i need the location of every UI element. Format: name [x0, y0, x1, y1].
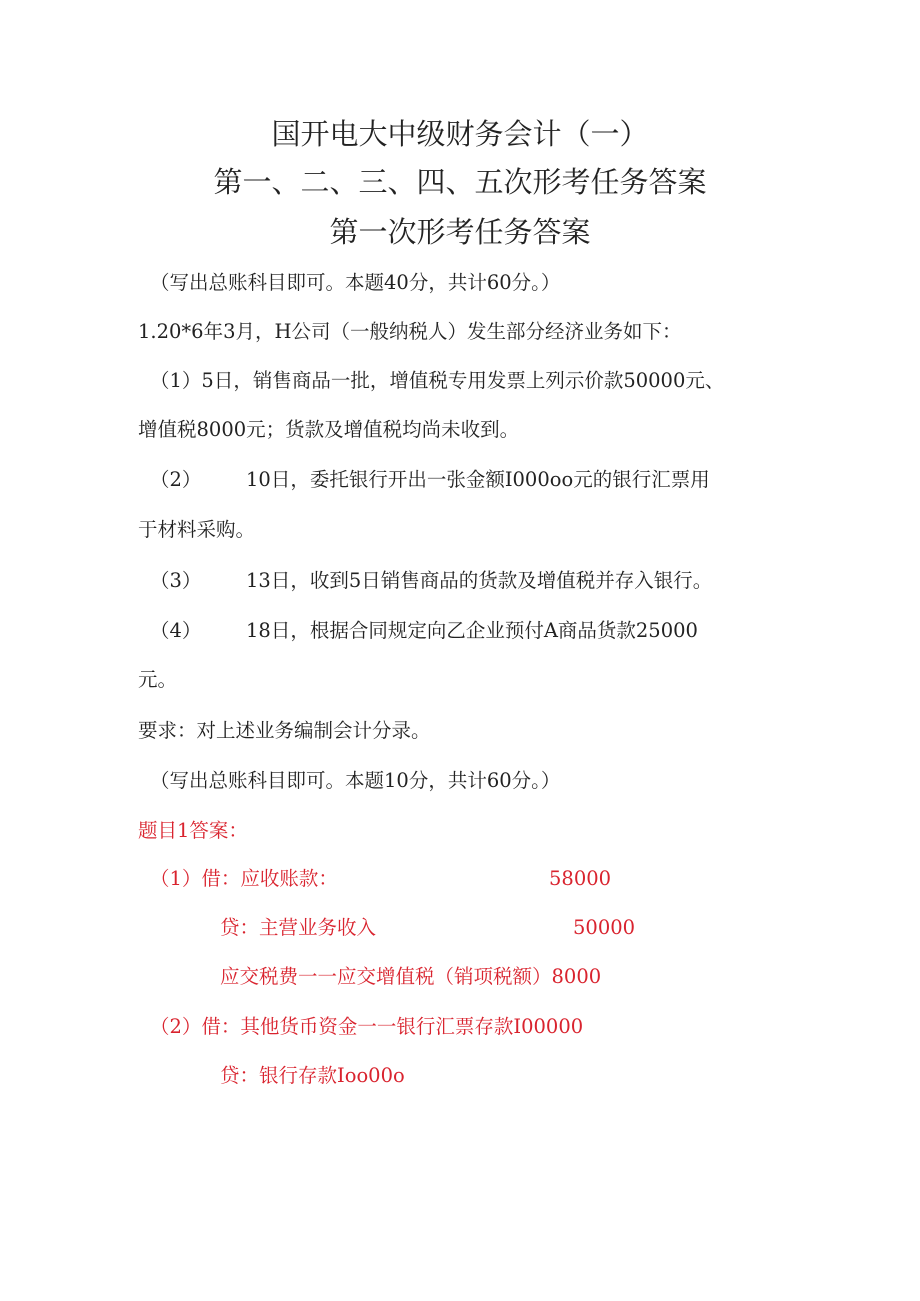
entry-1-debit-amount: 58000 — [549, 867, 612, 890]
note-2: （写出总账科目即可。本题10分，共计60分。） — [150, 769, 561, 792]
entry-2-credit: 贷：银行存款Ioo00o — [220, 1064, 405, 1087]
item-2-line-1: 10日，委托银行开出一张金额I000oo元的银行汇票用 — [246, 468, 710, 491]
item-4-line-1: 18日，根据合同规定向乙企业预付A商品货款25000 — [246, 619, 698, 642]
entry-1-credit-amount: 50000 — [573, 916, 636, 939]
item-1-line-2: 增值税8000元；货款及增值税均尚未收到。 — [138, 418, 520, 441]
question-1: 1.20*6年3月，H公司（一般纳税人）发生部分经济业务如下： — [138, 320, 682, 343]
doc-title: 国开电大中级财务会计（一） — [271, 117, 649, 151]
answer-heading: 题目1答案： — [138, 819, 248, 842]
note-1: （写出总账科目即可。本题40分，共计60分。） — [150, 271, 561, 294]
entry-1-credit-2: 应交税费一一应交增值税（销项税额）8000 — [220, 965, 602, 988]
entry-2-debit: （2）借：其他货币资金一一银行汇票存款I00000 — [150, 1015, 584, 1038]
item-4-line-2: 元。 — [138, 668, 178, 691]
section-title: 第一次形考任务答案 — [329, 215, 591, 249]
requirement: 要求：对上述业务编制会计分录。 — [138, 719, 431, 742]
item-2-line-2: 于材料采购。 — [138, 518, 256, 541]
entry-1-credit-label: 贷：主营业务收入 — [220, 916, 377, 939]
item-3-number: （3） — [150, 569, 202, 592]
entry-1-debit-label: （1）借：应收账款： — [150, 867, 338, 890]
item-1-line-1: （1）5日，销售商品一批，增值税专用发票上列示价款50000元、 — [150, 369, 725, 392]
item-4-number: （4） — [150, 619, 202, 642]
doc-subtitle: 第一、二、三、四、五次形考任务答案 — [213, 165, 707, 199]
item-3-line-1: 13日，收到5日销售商品的货款及增值税并存入银行。 — [246, 569, 713, 592]
item-2-number: （2） — [150, 468, 202, 491]
